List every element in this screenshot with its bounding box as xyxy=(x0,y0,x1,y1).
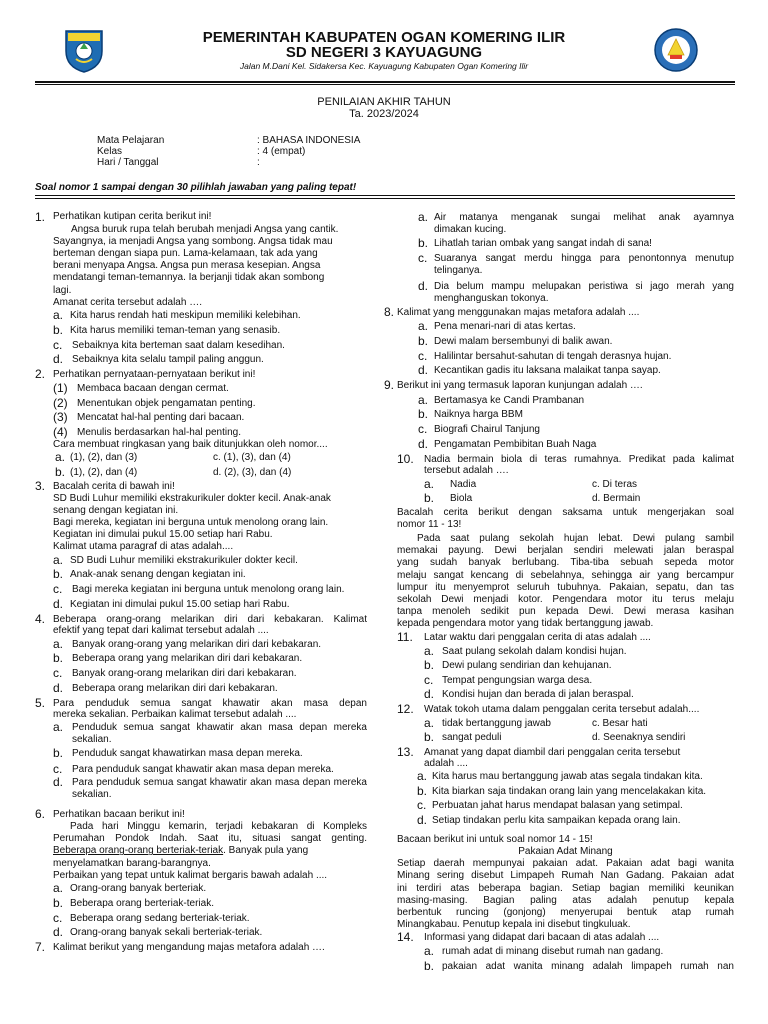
option-d[interactable] xyxy=(384,814,734,834)
option-letter: b. xyxy=(53,567,64,582)
passage-line xyxy=(35,845,367,857)
question-text-cont: efektif yang tepat dari kalimat tersebut adalah .... xyxy=(53,625,269,637)
reading-line: ini terdiri atas beberapa bagian. Setiap bagian memiliki keunikan xyxy=(397,882,734,894)
passage-line: berteman dengan siapa pun. Lama-kelamaan, tak ada yang xyxy=(53,247,318,259)
question-number: 7. xyxy=(35,940,46,955)
story-line: memakai payung. Dewi berjalan sendiri melewati jalan beraspal xyxy=(397,545,734,557)
option-letter: c. xyxy=(53,761,63,776)
question-13 xyxy=(384,746,734,759)
option-text: Dewi malam bersembunyi di balik awan. xyxy=(434,335,613,347)
option-d[interactable] xyxy=(384,688,734,703)
option-letter: a. xyxy=(424,715,435,730)
option-c[interactable] xyxy=(384,674,734,689)
right-column xyxy=(384,211,734,974)
option-letter: d. xyxy=(53,352,64,367)
option-text: Suaranya sangat merdu hingga para penontonnya menutup xyxy=(434,252,734,264)
exam-year: Ta. 2023/2024 xyxy=(349,108,419,120)
statement-text: Mencatat hal-hal penting dari bacaan. xyxy=(77,412,245,424)
option-text: Bertamasya ke Candi Prambanan xyxy=(434,394,585,406)
question-number: 2. xyxy=(35,367,46,382)
option-a[interactable] xyxy=(384,645,734,660)
option-c[interactable] xyxy=(384,423,734,438)
instruction-rule-1 xyxy=(35,195,735,196)
statement-text: Menentukan objek pengamatan penting. xyxy=(77,397,256,409)
question-9 xyxy=(384,379,734,394)
option-letter: d. xyxy=(418,278,429,293)
option-a[interactable] xyxy=(35,554,367,569)
option-text-cont: sekalian. xyxy=(72,789,112,801)
option-a[interactable]: tidak bertanggung jawab xyxy=(442,717,551,729)
option-text: Pengamatan Pembibitan Buah Naga xyxy=(434,439,597,451)
option-letter: d. xyxy=(418,363,429,378)
question-prompt: Cara membuat ringkasan yang baik ditunjukkan oleh nomor.... xyxy=(53,438,328,450)
option-letter: a. xyxy=(418,319,429,333)
option-letter: a. xyxy=(418,392,429,407)
option-text: Setiap tindakan perlu kita sampaikan kepada orang lain. xyxy=(432,814,681,826)
letterhead-address: Jalan M.Dani Kel. Sidakersa Kec. Kayuagung Kabupaten Ogan Komering Ilir xyxy=(239,61,529,71)
story-line: Pada saat pulang sekolah hujan lebat. Dewi pulang sambil xyxy=(417,532,734,544)
passage-line: mendatangi teman-temannya. Ia berjanji tidak akan sombong xyxy=(53,272,325,284)
option-letter: c. xyxy=(53,666,63,681)
question-text: Perhatikan kutipan cerita berikut ini! xyxy=(53,211,212,222)
option-text: Halilintar bersahut-sahutan di tengah derasnya hujan. xyxy=(434,350,672,362)
option-text: Kita harus mau bertanggung jawab atas segala tindakan kita. xyxy=(432,771,703,783)
option-letter: a. xyxy=(417,769,428,784)
story-line: kepada pengendara motor yang tidak bertanggung jawab. xyxy=(397,618,654,630)
question-2 xyxy=(35,368,367,382)
question-text: Perhatikan bacaan berikut ini! xyxy=(53,809,185,821)
question-text-cont: tersebut adalah …. xyxy=(424,465,509,477)
statement-4 xyxy=(35,426,367,439)
option-letter: c. xyxy=(418,250,428,265)
option-row-ac xyxy=(35,451,367,466)
option-d[interactable]: d. Seenaknya sendiri xyxy=(592,732,686,744)
option-row-ac xyxy=(384,717,734,732)
option-text: Saat pulang sekolah dalam kondisi hujan. xyxy=(442,645,627,657)
option-text: Kecantikan gadis itu laksana malaikat tanpa sayap. xyxy=(434,365,661,377)
option-d[interactable] xyxy=(384,280,734,306)
option-letter: a. xyxy=(53,636,64,651)
reading-instruction: Bacalah cerita berikut dengan saksama untuk mengerjakan soal xyxy=(397,506,734,518)
question-prompt: Perbaikan yang tepat untuk kalimat bergaris bawah adalah .... xyxy=(53,869,328,881)
option-c[interactable] xyxy=(384,799,734,814)
question-number: 5. xyxy=(35,695,46,710)
instruction: Soal nomor 1 sampai dengan 30 pilihlah jawaban yang paling tepat! xyxy=(35,182,357,193)
option-letter: d. xyxy=(424,687,435,702)
option-letter: b. xyxy=(418,407,429,422)
passage-line: menyelamatkan barang-barangnya. xyxy=(53,857,211,869)
option-letter: b. xyxy=(53,322,64,337)
option-text: Para penduduk semua sangat khawatir akan masa depan mereka xyxy=(72,777,367,789)
option-b[interactable] xyxy=(384,785,734,800)
statement-number: (3) xyxy=(53,410,68,425)
option-letter: b. xyxy=(424,491,435,506)
option-letter: b. xyxy=(53,895,64,910)
question-10 xyxy=(384,453,734,466)
question-8 xyxy=(384,306,734,321)
meta-label-date: Hari / Tanggal xyxy=(97,157,159,168)
option-letter: b. xyxy=(418,333,429,348)
option-c[interactable] xyxy=(384,252,734,280)
option-letter: c. xyxy=(53,337,63,352)
passage-line: Sayangnya, ia menjadi Angsa yang sombong. Angsa tidak mau xyxy=(53,235,333,247)
meta-value-subject: : BAHASA INDONESIA xyxy=(257,135,361,146)
option-b[interactable]: (1), (2), dan (4) xyxy=(70,466,138,478)
option-d[interactable]: d. Bermain xyxy=(592,493,641,505)
question-7 xyxy=(35,941,367,954)
question-text: Watak tokoh utama dalam penggalan cerita tersebut adalah.... xyxy=(424,703,700,715)
question-6 xyxy=(35,808,367,821)
option-a[interactable] xyxy=(35,309,367,324)
option-letter: b. xyxy=(424,958,435,973)
option-letter: d. xyxy=(417,812,428,827)
option-row-bd xyxy=(35,466,367,481)
option-letter: c. xyxy=(53,910,63,925)
option-text: Orang-orang banyak berteriak. xyxy=(70,882,207,894)
passage-line: Bagi mereka, kegiatan ini berguna untuk menolong orang lain. xyxy=(53,517,329,528)
option-text: Beberapa orang yang melarikan diri dari kebakaran. xyxy=(72,653,303,665)
option-d[interactable] xyxy=(35,598,367,613)
reading-line: masing-masing. Bagian paling atas adalah penutup kepala xyxy=(397,894,734,906)
underlined-sentence: Beberapa orang-orang berteriak-teriak xyxy=(53,845,224,857)
option-a[interactable]: Nadia xyxy=(450,478,477,490)
option-letter: c. xyxy=(424,672,434,687)
option-letter: a. xyxy=(418,210,429,224)
option-text-cont: menghanguskan tokonya. xyxy=(434,292,549,304)
option-text: Sebaiknya kita selalu tampil paling anggun. xyxy=(72,354,264,366)
option-letter: c. xyxy=(418,348,428,363)
instruction-rule-2 xyxy=(35,198,735,199)
option-a[interactable]: (1), (2), dan (3) xyxy=(70,452,138,464)
option-d[interactable] xyxy=(35,776,367,808)
option-d[interactable]: d. (2), (3), dan (4) xyxy=(213,466,292,478)
option-letter: a. xyxy=(53,307,64,322)
option-text: Bagi mereka kegiatan ini berguna untuk menolong orang lain. xyxy=(72,584,345,596)
option-b[interactable] xyxy=(35,324,367,339)
statement-number: (4) xyxy=(53,424,68,439)
option-b[interactable]: Biola xyxy=(450,493,473,505)
option-b[interactable] xyxy=(384,408,734,423)
statement-text: Membaca bacaan dengan cermat. xyxy=(77,383,229,395)
option-text: Orang-orang banyak sekali berteriak-teriak. xyxy=(70,927,263,939)
option-text: Penduduk semua sangat khawatir akan masa depan mereka xyxy=(72,722,367,734)
option-text: Banyak orang-orang melarikan diri dari kebakaran. xyxy=(72,668,297,680)
question-number: 9. xyxy=(384,378,395,393)
question-number: 11. xyxy=(397,629,413,644)
option-text: Air matanya menganak sungai melihat anak ayamnya xyxy=(434,212,734,223)
reading-instruction-cont: nomor 11 - 13! xyxy=(397,518,462,530)
question-text: Kalimat berikut yang mengandung majas metafora adalah …. xyxy=(53,942,325,954)
option-letter: b. xyxy=(53,651,64,666)
option-letter: b. xyxy=(424,730,435,745)
question-text-cont: adalah .... xyxy=(424,758,468,770)
option-letter: a. xyxy=(53,880,64,895)
question-text: Para penduduk semua sangat khawatir akan masa depan xyxy=(53,697,367,709)
option-a[interactable] xyxy=(35,638,367,653)
option-text: pakaian adat wanita minang adalah limpapeh rumah nan xyxy=(442,960,734,972)
option-d[interactable] xyxy=(35,682,367,697)
option-text: Biografi Chairul Tanjung xyxy=(434,424,540,436)
option-d[interactable] xyxy=(35,926,367,941)
option-letter: b. xyxy=(55,464,66,479)
option-letter: d. xyxy=(53,597,64,611)
option-text: Banyak orang-orang yang melarikan diri dari kebakaran. xyxy=(72,638,322,650)
statement-2 xyxy=(35,397,367,412)
option-letter: d. xyxy=(53,680,64,695)
option-letter: a. xyxy=(53,720,64,735)
question-3 xyxy=(35,480,367,493)
reading-line: Minangkabau. Penutup kepala ini disebut tingkuluak. xyxy=(397,919,631,931)
letterhead-school: SD NEGERI 3 KAYUAGUNG xyxy=(285,44,483,61)
question-number: 3. xyxy=(35,479,46,494)
option-letter: c. xyxy=(53,582,63,597)
reading-line: Setiap daerah mempunyai pakaian adat. Pakaian adat bagi wanita xyxy=(397,858,734,870)
option-text: Kita harus rendah hati meskipun memiliki kelebihan. xyxy=(70,309,301,321)
option-letter: d. xyxy=(53,775,64,790)
option-a[interactable] xyxy=(384,770,734,785)
tut-wuri-handayani-icon xyxy=(653,27,697,73)
option-text: Anak-anak senang dengan kegiatan ini. xyxy=(70,569,246,581)
question-text: Nadia bermain biola di teras rumahnya. Predikat pada kalimat xyxy=(424,453,734,465)
question-text-cont: mereka sekalian. Perbaikan kalimat tersebut adalah .... xyxy=(53,709,297,721)
option-row-bd xyxy=(384,731,734,746)
question-text: Bacalah cerita di bawah ini! xyxy=(53,481,175,493)
option-c[interactable] xyxy=(35,583,367,598)
option-text: Naiknya harga BBM xyxy=(434,409,523,421)
letterhead-rule-thick xyxy=(35,81,735,83)
option-b[interactable] xyxy=(35,897,367,912)
question-text: Beberapa orang-orang melarikan diri dari kebakaran. Kalimat xyxy=(53,613,367,625)
option-text: Beberapa orang sedang berteriak-teriak. xyxy=(70,912,250,924)
option-letter: b. xyxy=(424,658,435,673)
option-b[interactable] xyxy=(384,960,734,975)
passage-line: Angsa buruk rupa telah berubah menjadi Angsa yang cantik. xyxy=(71,223,339,235)
option-letter: b. xyxy=(417,783,428,798)
meta-value-date: : xyxy=(257,157,260,168)
question-text: Berikut ini yang termasuk laporan kunjungan adalah …. xyxy=(397,380,643,392)
question-text: Informasi yang didapat dari bacaan di atas adalah .... xyxy=(424,932,660,944)
passage-line: senang dengan kegiatan ini. xyxy=(53,504,179,516)
question-text: Perhatikan pernyataan-pernyataan berikut ini! xyxy=(53,369,256,381)
option-text: Tempat pengungsian warga desa. xyxy=(442,674,593,686)
option-c[interactable]: c. Besar hati xyxy=(592,717,648,729)
statement-number: (2) xyxy=(53,395,68,410)
option-c[interactable] xyxy=(35,763,367,777)
question-prompt: Amanat cerita tersebut adalah …. xyxy=(53,296,202,308)
reading-title: Pakaian Adat Minang xyxy=(518,846,613,858)
reading-instruction: Bacaan berikut ini untuk soal nomor 14 - 15! xyxy=(397,833,593,845)
question-number: 13. xyxy=(397,744,414,759)
option-row-ac xyxy=(384,478,734,493)
option-text: Para penduduk sangat khawatir akan masa depan mereka. xyxy=(72,763,334,775)
question-number: 14. xyxy=(397,930,414,945)
option-a[interactable] xyxy=(384,211,734,237)
option-text: Dia belum mampu melupakan peristiwa si jago merah yang xyxy=(434,280,734,292)
letterhead-government: PEMERINTAH KABUPATEN OGAN KOMERING ILIR xyxy=(202,29,566,46)
question-number: 10. xyxy=(397,451,414,466)
passage-line: Pada hari Minggu kemarin, terjadi kebakaran di Kompleks xyxy=(70,820,367,832)
option-text: Kondisi hujan dan berada di jalan beraspal. xyxy=(442,689,634,701)
question-text: Kalimat yang menggunakan majas metafora adalah .... xyxy=(397,306,640,318)
option-text: Beberapa orang melarikan diri dari kebakaran. xyxy=(72,682,278,694)
option-text: Dewi pulang sendirian dan kehujanan. xyxy=(442,660,612,672)
option-b[interactable] xyxy=(35,568,367,583)
story-line: lumpur itu menyemprot seluruh tubuhnya. Pakaian, sepatu, dan tas xyxy=(397,581,734,593)
option-a[interactable] xyxy=(384,394,734,409)
option-text: rumah adat di minang disebut rumah nan gadang. xyxy=(442,946,664,958)
option-letter: a. xyxy=(424,944,435,959)
story-line: yang sudah banyak berlubang. Tiba-tiba sebuah sepeda motor xyxy=(397,557,734,569)
question-4 xyxy=(35,613,367,626)
meta-label-subject: Mata Pelajaran xyxy=(97,135,165,146)
reading-line: berbentuk runcing (gonjong) menyerupai bentuk atap rumah xyxy=(397,907,734,919)
option-c[interactable] xyxy=(35,667,367,682)
meta-value-class: : 4 (empat) xyxy=(257,146,306,157)
option-letter: c. xyxy=(417,798,427,813)
option-text: Kegiatan ini dimulai pukul 15.00 setiap hari Rabu. xyxy=(70,599,290,610)
question-number: 8. xyxy=(384,304,395,319)
option-text: Beberapa orang berteriak-teriak. xyxy=(70,897,214,909)
story-line: melaju sangat kencang di sebelahnya, sehingga air yang bercampur xyxy=(397,569,734,581)
question-number: 12. xyxy=(397,701,414,716)
option-text: Pena menari-nari di atas kertas. xyxy=(434,321,576,332)
question-5 xyxy=(35,697,367,710)
option-d[interactable] xyxy=(384,438,734,453)
question-14 xyxy=(384,931,734,945)
question-number: 4. xyxy=(35,611,46,626)
option-b[interactable] xyxy=(384,659,734,674)
story-line: sekolah Dewi menjadi kotor. Pengendara motor itu terus melaju xyxy=(397,594,734,605)
meta-label-class: Kelas xyxy=(97,146,123,157)
question-1 xyxy=(35,211,367,224)
passage-line: Kegiatan ini dimulai pukul 15.00 setiap hari Rabu. xyxy=(53,529,273,541)
question-11 xyxy=(384,631,734,645)
option-letter: b. xyxy=(418,236,429,250)
question-prompt: Kalimat utama paragraf di atas adalah.... xyxy=(53,541,234,553)
statement-1 xyxy=(35,382,367,397)
option-letter: a. xyxy=(424,643,435,658)
reading-line: Minang sering disebut Limpapeh Rumah Nan Gadang. Pakaian adat xyxy=(397,870,734,882)
option-c[interactable]: c. Di teras xyxy=(592,478,638,490)
passage-line: Perumahan Pondok Indah. Saat itu, situasi sangat genting. xyxy=(53,833,367,845)
statement-3 xyxy=(35,411,367,426)
question-number: 1. xyxy=(35,210,46,224)
option-a[interactable] xyxy=(35,882,367,897)
option-text: Kita biarkan saja tindakan orang lain yang mencelakakan kita. xyxy=(432,785,707,797)
passage-line: berani menyapa Angsa. Angsa pun merasa kesepian. Angsa xyxy=(53,260,321,272)
option-letter: a. xyxy=(55,450,66,465)
option-b[interactable] xyxy=(384,335,734,350)
option-text: Lihatlah tarian ombak yang sangat indah di sana! xyxy=(434,238,652,249)
story-line: tanpa menoleh sedikit pun kepada Dewi. Dewi merasa kasihan xyxy=(397,606,734,618)
option-text-cont: dimakan kucing. xyxy=(434,224,507,235)
option-letter: b. xyxy=(53,746,64,761)
option-b[interactable] xyxy=(35,747,367,763)
option-letter: d. xyxy=(418,437,429,452)
option-letter: c. xyxy=(418,422,428,437)
question-text: Latar waktu dari penggalan cerita di atas adalah .... xyxy=(424,631,651,643)
option-text-cont: sekalian. xyxy=(72,734,112,746)
option-text: Kita harus memiliki teman-teman yang senasib. xyxy=(70,324,281,336)
option-text: Penduduk sangat khawatirkan masa depan mereka. xyxy=(72,748,303,760)
option-d[interactable] xyxy=(35,353,367,368)
left-column xyxy=(35,211,367,954)
option-c[interactable] xyxy=(384,350,734,365)
option-c[interactable] xyxy=(35,339,367,354)
passage-line: SD Budi Luhur memiliki ekstrakurikuler dokter kecil. Anak-anak xyxy=(53,492,331,504)
option-b[interactable] xyxy=(35,652,367,667)
passage-text: . Banyak pula yang xyxy=(223,845,309,857)
exam-title: PENILAIAN AKHIR TAHUN xyxy=(317,96,451,108)
option-letter: a. xyxy=(53,552,64,567)
letterhead-rule-thin xyxy=(35,84,735,85)
option-letter: d. xyxy=(53,925,64,940)
regency-emblem-icon xyxy=(62,27,106,73)
option-a[interactable] xyxy=(35,721,367,747)
option-text-cont: telinganya. xyxy=(434,264,483,276)
option-c[interactable]: c. (1), (3), dan (4) xyxy=(213,452,291,464)
option-b[interactable]: sangat peduli xyxy=(442,732,502,744)
option-text: Sebaiknya kita berteman saat dalam kesedihan. xyxy=(72,339,285,351)
question-text: Amanat yang dapat diambil dari penggalan cerita tersebut xyxy=(424,746,681,758)
option-text: SD Budi Luhur memiliki ekstrakurikuler dokter kecil. xyxy=(70,554,298,566)
statement-text: Menulis berdasarkan hal-hal penting. xyxy=(77,426,241,438)
question-number: 6. xyxy=(35,807,46,822)
option-letter: a. xyxy=(424,476,435,491)
option-a[interactable] xyxy=(384,945,734,960)
option-b[interactable] xyxy=(384,237,734,252)
question-12 xyxy=(384,703,734,717)
statement-number: (1) xyxy=(53,381,68,396)
option-d[interactable] xyxy=(384,364,734,379)
option-c[interactable] xyxy=(35,912,367,927)
option-text: Perbuatan jahat harus mendapat balasan yang setimpal. xyxy=(432,800,683,812)
option-row-bd xyxy=(384,492,734,507)
option-a[interactable] xyxy=(384,320,734,335)
passage-line: lagi. xyxy=(53,284,72,296)
